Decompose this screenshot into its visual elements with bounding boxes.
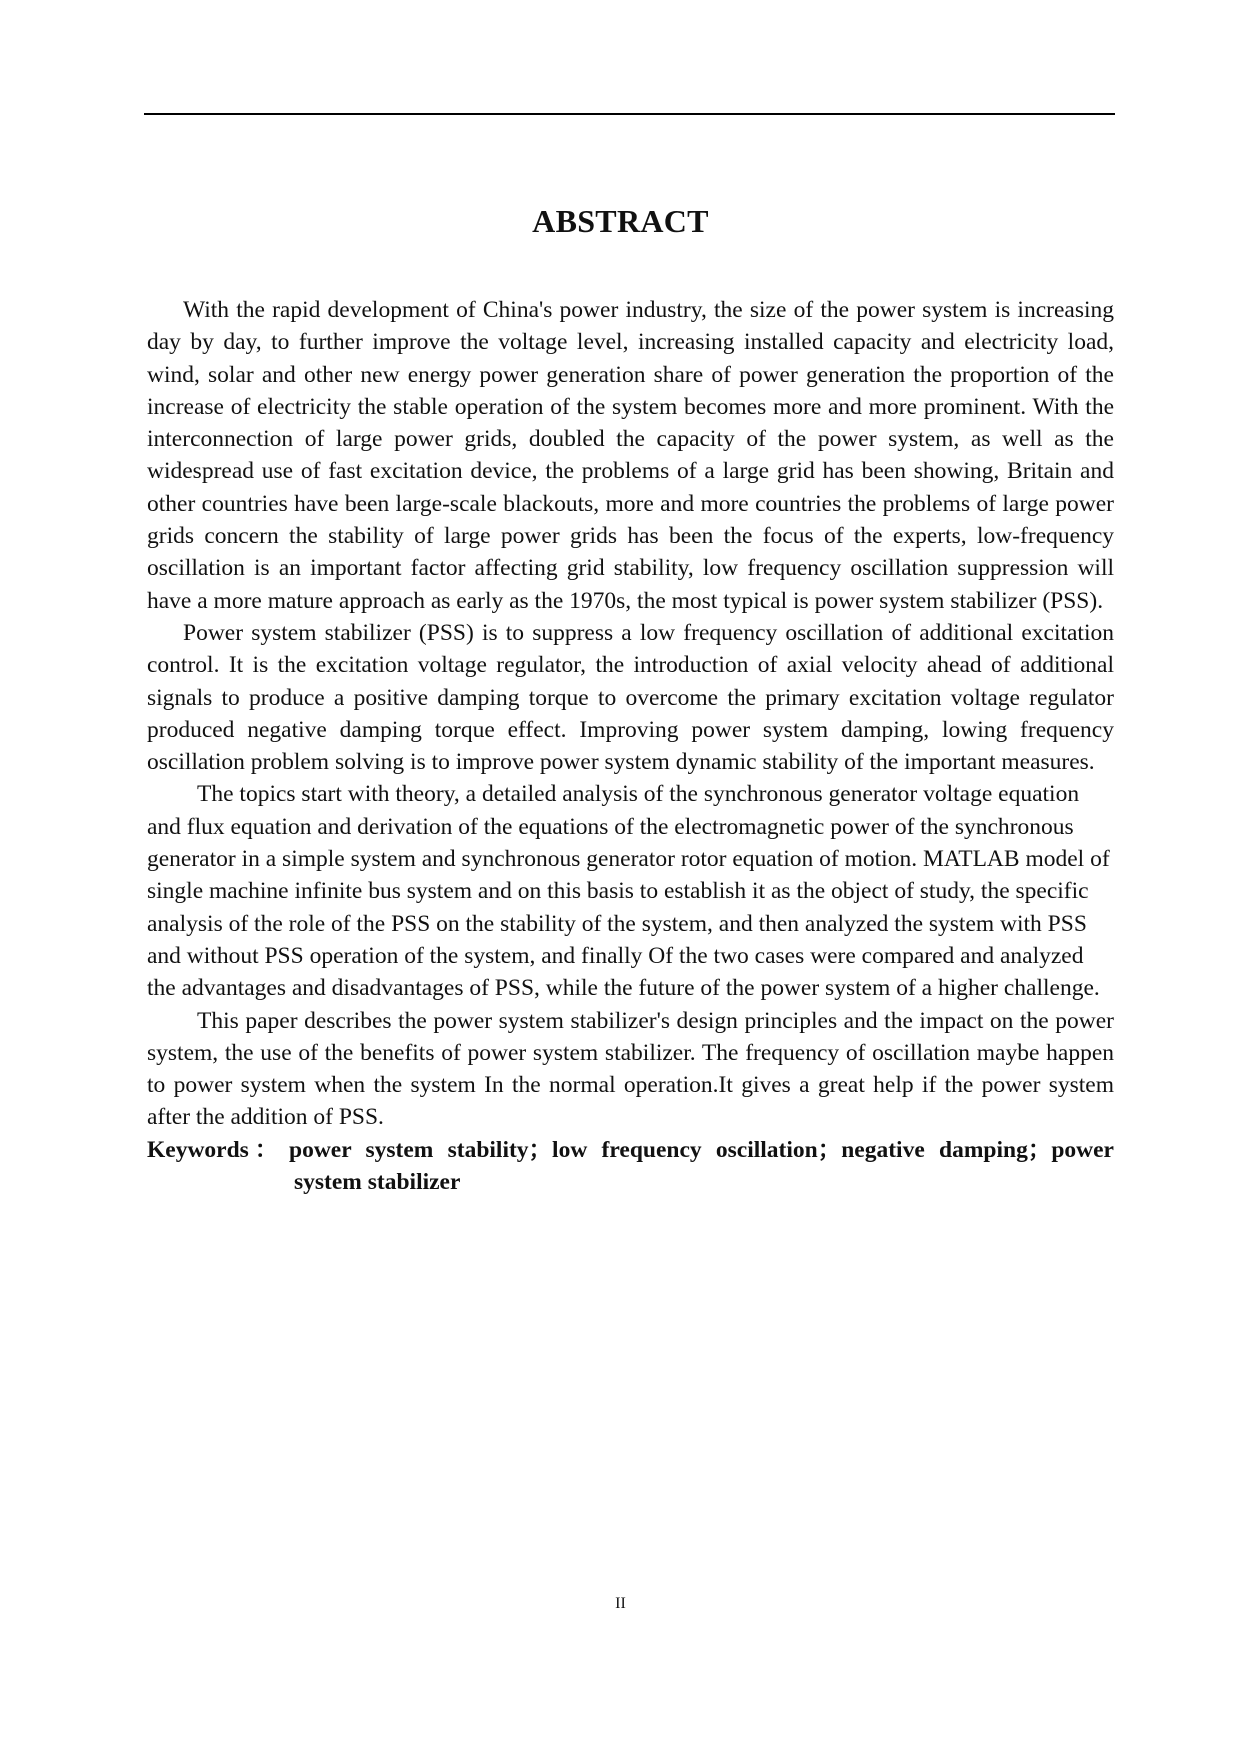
keywords-label: Keywords ： — [147, 1136, 279, 1163]
keywords-line — [147, 1134, 1114, 1199]
abstract-paragraph-1: With the rapid development of China's power industry, the size of the power system is increasing day by day, to further improve the voltage level, increasing installed capacity and electricity load, wind, solar and other new energy power generation share of power generation the proportion of the increase of electricity the stable operation of the system becomes more and more prominent. With the interconnection of large power grids, doubled the capacity of the power system, as well as the widespread use of fast excitation device, the problems of a large grid has been showing, Britain and other countries have been large-scale blackouts, more and more countries the problems of large power grids concern the stability of large power grids has been the focus of the experts, low-frequency oscillation is an important factor affecting grid stability, low frequency oscillation suppression will have a more mature approach as early as the 1970s, the most typical is power system stabilizer (PSS). — [147, 297, 1114, 614]
abstract-paragraph-3: The topics start with theory, a detailed analysis of the synchronous generator voltage equation and flux equation and derivation of the equations of the electromagnetic power of the synchronous generator in a simple system and synchronous generator rotor equation of motion. MATLAB model of single machine infinite bus system and on this basis to establish it as the object of study, the specific analysis of the role of the PSS on the stability of the system, and then analyzed the system with PSS and without PSS operation of the system, and finally Of the two cases were compared and analyzed the advantages and disadvantages of PSS, while the future of the power system of a higher challenge. — [147, 781, 1110, 1002]
abstract-paragraph-4: This paper describes the power system stabilizer's design principles and the impact on the power system, the use of the benefits of power system stabilizer. The frequency of oscillation maybe happen to power system when the system In the normal operation.It gives a great help if the power system after the addition of PSS. — [147, 1007, 1114, 1131]
header-rule — [144, 113, 1115, 115]
abstract-paragraph-2: Power system stabilizer (PSS) is to suppress a low frequency oscillation of additional excitation control. It is the excitation voltage regulator, the introduction of axial velocity ahead of additional signals to produce a positive damping torque to overcome the primary excitation voltage regulator produced negative damping torque effect. Improving power system damping, lowing frequency oscillation problem solving is to improve power system dynamic stability of the important measures. — [147, 619, 1114, 776]
abstract-body — [147, 294, 1114, 1198]
keywords-list: power system stability；low frequency oscillation；negative damping；power system stabilizer — [289, 1136, 1114, 1196]
abstract-title: ABSTRACT — [532, 203, 709, 239]
page-number: II — [615, 1595, 626, 1612]
